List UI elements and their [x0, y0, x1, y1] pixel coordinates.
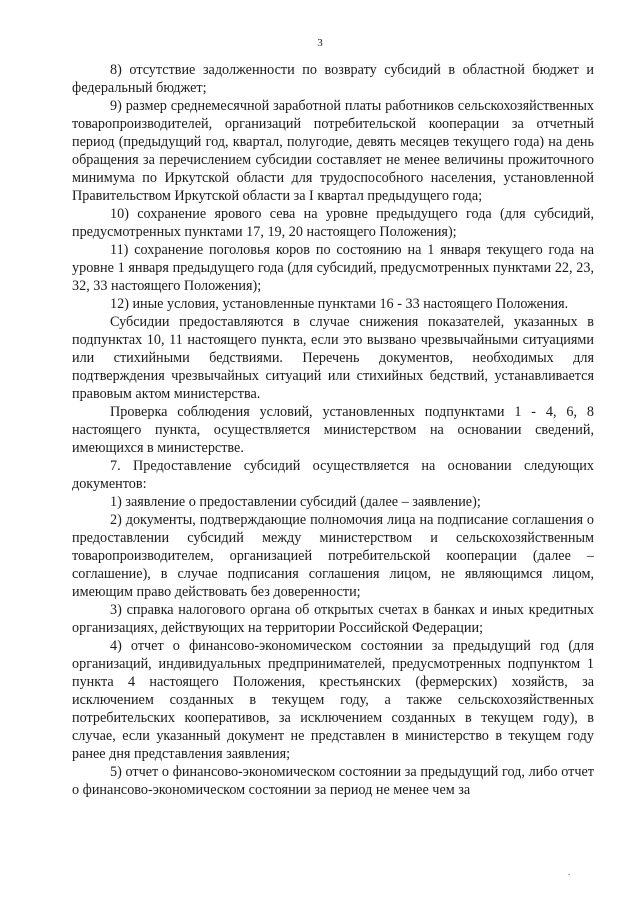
paragraph-item-9: 9) размер среднемесячной заработной платы работников сельскохозяйственных товаропроизводителей, организаций потребительской кооперации за отчетный период (предыдущий год, квартал, полугодие, девять месяцев текущего года) на день обращения за перечислением субсидии составляет не менее величины прожиточного минимума по Иркутской области для трудоспособного населения, установленной Правительством Иркутской области за I квартал предыдущего года;: [72, 98, 594, 204]
paragraph-subsidy-emergencies: Субсидии предоставляются в случае снижения показателей, указанных в подпунктах 10, 11 настоящего пункта, если это вызвано чрезвычайными ситуациями или стихийными бедствиями. Перечень документов, необходимых для подтверждения чрезвычайных ситуаций или стихийных бедствий, устанавливается правовым актом министерства.: [72, 314, 594, 402]
paragraph-item-10: 10) сохранение ярового сева на уровне предыдущего года (для субсидий, предусмотренных пунктами 17, 19, 20 настоящего Положения);: [72, 206, 594, 240]
scan-mark: .: [568, 867, 571, 877]
paragraph-verification: Проверка соблюдения условий, установленных подпунктами 1 - 4, 6, 8 настоящего пункта, осуществляется министерством на основании сведений, имеющихся в министерстве.: [72, 404, 594, 456]
paragraph-doc-3: 3) справка налогового органа об открытых счетах в банках и иных кредитных организациях, действующих на территории Российской Федерации;: [72, 602, 594, 636]
paragraph-doc-2: 2) документы, подтверждающие полномочия лица на подписание соглашения о предоставлении субсидий между министерством и сельскохозяйственным товаропроизводителем, организацией потребительской кооперации (далее – соглашение), в случае подписания соглашения лицом, не являющимся лицом, имеющим право действовать без доверенности;: [72, 512, 594, 600]
document-body: [72, 61, 594, 799]
paragraph-doc-4: 4) отчет о финансово-экономическом состоянии за предыдущий год (для организаций, индивидуальных предпринимателей, предусмотренных подпунктом 1 пункта 4 настоящего Положения, крестьянских (фермерских) хозяйств, за исключением созданных в текущем году, а также сельскохозяйственных потребительских кооперативов, за исключением созданных в текущем году), в случае, если указанный документ не представлен в министерство в текущем году ранее дня представления заявления;: [72, 638, 594, 762]
paragraph-item-12: 12) иные условия, установленные пунктами 16 - 33 настоящего Положения.: [110, 296, 569, 312]
paragraph-item-8: 8) отсутствие задолженности по возврату субсидий в областной бюджет и федеральный бюджет;: [72, 62, 594, 96]
page-number: 3: [317, 37, 323, 49]
paragraph-doc-1: 1) заявление о предоставлении субсидий (далее – заявление);: [110, 494, 481, 510]
paragraph-item-11: 11) сохранение поголовья коров по состоянию на 1 января текущего года на уровне 1 января предыдущего года (для субсидий, предусмотренных пунктами 22, 23, 32, 33 настоящего Положения);: [72, 242, 594, 294]
paragraph-doc-5: 5) отчет о финансово-экономическом состоянии за предыдущий год, либо отчет о финансово-экономическом состоянии за период не менее чем за: [72, 764, 594, 798]
paragraph-section-7: 7. Предоставление субсидий осуществляется на основании следующих документов:: [72, 458, 594, 492]
